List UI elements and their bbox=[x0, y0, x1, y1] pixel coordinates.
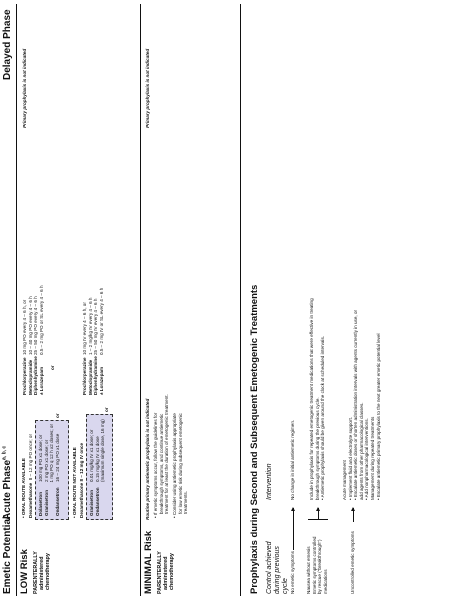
header-emetic-potential: Emetic Potential bbox=[2, 516, 13, 594]
oral-breakthrough-list bbox=[22, 285, 44, 395]
breakthrough-row: ± Lorazepam 0.5 – 2 mg PO or SL every 4 – 6 h bbox=[38, 285, 44, 395]
oral-antiemetic-box bbox=[35, 420, 69, 520]
minimal-routine-note: Routine primary antiemetic prophylaxis is not indicated bbox=[145, 398, 150, 520]
minimal-bullet-2: • Consider using antiemetic prophylaxis appropriate for low emetic risk during subsequent emetogenic treatments. bbox=[172, 413, 189, 518]
condition-no-symptoms: No emetic symptoms bbox=[290, 551, 295, 594]
breakthrough-row: Metoclopramide 10 – 40 mg PO every 4 – 6 h bbox=[27, 296, 33, 395]
iv-row: Granisetron 0.01 mg/kg IV x1 dose; or bbox=[89, 429, 94, 516]
intervention-no-change: No change in initial antiemetic regimen. bbox=[290, 419, 295, 500]
low-risk-title: LOW Risk bbox=[19, 549, 30, 594]
iv-breakthrough-list bbox=[82, 288, 104, 395]
iv-row: (maximum single dose, 16 mg) bbox=[100, 419, 105, 482]
minimal-bullet-1: • If emetic symptoms occur, follow the guidelines for breakthrough symptoms, and continue antiemetic treatment for at least the duration of emetogenic treatment. bbox=[153, 394, 170, 518]
or-label: or bbox=[104, 407, 109, 412]
minimal-delayed-note: Primary prophylaxis is not indicated bbox=[145, 48, 150, 128]
low-risk-subtitle: PARENTERALLY administered chemotherapy bbox=[33, 551, 52, 594]
header-acute-phase: Acute Phase$^{a, b, c}$ bbox=[1, 445, 13, 520]
dexamethasone-iv: Dexamethasone 8 – 12 mg IV once bbox=[79, 442, 84, 518]
condition-nausea: Nausea without emesis Emetic symptoms controlled by rescue ("breakthrough") medications bbox=[306, 536, 328, 594]
prophylaxis-title: Prophylaxis during Second and Subsequent Emetogenic Treatments bbox=[249, 284, 260, 594]
oral-not-available-label: • ORAL ROUTE NOT AVAILABLE bbox=[72, 447, 77, 518]
condition-uncontrolled: Uncontrolled emetic symptoms bbox=[350, 531, 355, 594]
minimal-risk-title: MINIMAL Risk bbox=[143, 530, 154, 594]
oral-row: Dolasetron 100 mg PO x1 dose; or bbox=[38, 434, 43, 516]
breakthrough-row: Prochlorperazine 10 mg IV every 4 – 6 h, or bbox=[82, 302, 87, 395]
dexamethasone-oral: Dexamethasone 8 – 12 mg PO once; or bbox=[28, 433, 33, 518]
intervention-uncontrolled: Acute management • Implement fluid and electrolyte support. • Escalate antiemetic doses or shorten administration intervals with agents currently in use, or add agents from other pharmacological classes. • Add nonpharmacological interventions. Management during repeated treatments • Escalate antiemetic primary prophylaxis to the next greater emetic potential level bbox=[342, 309, 381, 500]
iv-row: Ondansetron 0.15 mg/kg IV x1 dose bbox=[94, 436, 100, 516]
breakthrough-row: ± Lorazepam 0.5 – 2 mg IV or SL every 4 – 6 h bbox=[98, 287, 104, 395]
low-delayed-note: Primary prophylaxis is not indicated bbox=[22, 48, 27, 128]
arrow-icon bbox=[293, 508, 294, 550]
minimal-risk-subtitle: PARENTERALLY administered chemotherapy bbox=[157, 551, 176, 594]
oral-row: Granisetron 2 mg PO x1 dose; or bbox=[43, 439, 49, 516]
intervention-breakthrough: Include in prophylaxis for repeated emetogenic treatment medications that were effective in treating breakthrough symptoms during the previous cycle. • Antiemetic prophylaxis should be given around the clock at scheduled intervals. bbox=[309, 298, 326, 500]
prophylaxis-col-intervention: Intervention bbox=[266, 463, 273, 500]
arrow-icon bbox=[318, 508, 319, 520]
breakthrough-row: Diphenhydramine 25 – 50 mg PO every 4 – 6 h bbox=[33, 296, 38, 395]
prophylaxis-col-control: Control achieved during previous cycle bbox=[266, 541, 290, 594]
oral-row: 1 mg PO q 12 h x2 doses; or bbox=[49, 424, 54, 483]
breakthrough-row: Diphenhydramine 25 – 50 mg IV every 4 – 6 h bbox=[93, 298, 98, 395]
header-rule bbox=[16, 4, 17, 596]
or-label: or bbox=[55, 413, 60, 418]
arrow-icon bbox=[353, 508, 354, 522]
section-rule bbox=[140, 4, 141, 596]
oral-row: Ondansetron 16 – 24 mg PO x1 dose bbox=[54, 433, 60, 516]
breakthrough-row: Metoclopramide 1 – 2 mg/kg IV every 4 – 6 h bbox=[87, 297, 93, 395]
oral-available-label: • ORAL ROUTE AVAILABLE bbox=[21, 458, 26, 518]
breakthrough-row: Prochlorperazine 10 mg PO every 4 – 6 h, or bbox=[22, 299, 27, 395]
or-label: or bbox=[50, 365, 55, 370]
section-rule bbox=[240, 4, 241, 596]
header-delayed-phase: Delayed Phase bbox=[2, 9, 13, 80]
iv-antiemetic-box bbox=[86, 414, 113, 520]
